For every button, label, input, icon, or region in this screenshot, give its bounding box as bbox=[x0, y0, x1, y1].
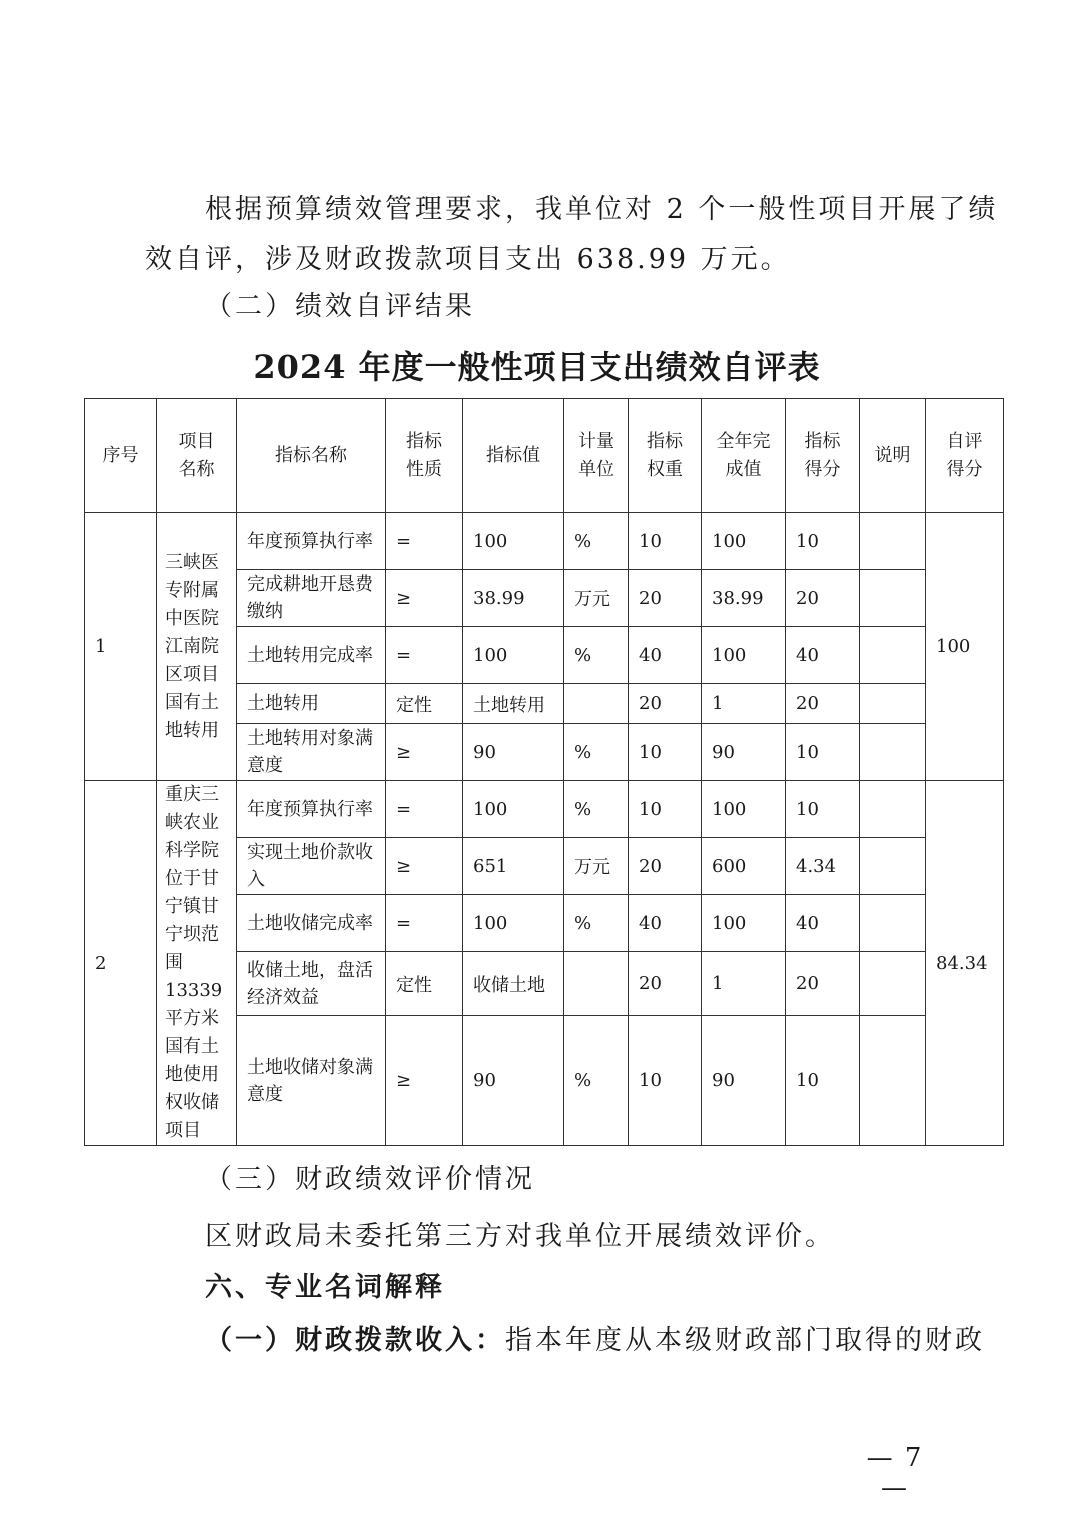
indicator-weight: 10 bbox=[629, 724, 702, 781]
indicator-note bbox=[860, 724, 926, 781]
header-cell: 指标得分 bbox=[786, 399, 860, 513]
indicator-score: 20 bbox=[786, 952, 860, 1016]
indicator-score: 4.34 bbox=[786, 838, 860, 895]
paragraph-line: 效自评，涉及财政拨款项目支出 638.99 万元。 bbox=[145, 244, 791, 275]
header-cell: 指标值 bbox=[463, 399, 564, 513]
indicator-name: 收储土地，盘活经济效益 bbox=[237, 952, 386, 1016]
self-score: 100 bbox=[926, 513, 1004, 781]
indicator-target: 100 bbox=[463, 781, 564, 838]
indicator-actual: 1 bbox=[702, 684, 786, 724]
header-cell: 指标权重 bbox=[629, 399, 702, 513]
indicator-weight: 20 bbox=[629, 952, 702, 1016]
indicator-actual: 100 bbox=[702, 895, 786, 952]
indicator-weight: 10 bbox=[629, 781, 702, 838]
section-heading: （三）财政绩效评价情况 bbox=[205, 1164, 535, 1195]
indicator-name: 土地转用 bbox=[237, 684, 386, 724]
evaluation-table bbox=[84, 398, 1004, 1146]
indicator-name: 实现土地价款收入 bbox=[237, 838, 386, 895]
indicator-unit bbox=[564, 684, 629, 724]
indicator-name: 年度预算执行率 bbox=[237, 513, 386, 570]
indicator-note bbox=[860, 627, 926, 684]
indicator-actual: 600 bbox=[702, 838, 786, 895]
indicator-note bbox=[860, 838, 926, 895]
table-row bbox=[85, 781, 1004, 838]
indicator-name: 土地转用对象满意度 bbox=[237, 724, 386, 781]
indicator-unit: 万元 bbox=[564, 570, 629, 627]
definition-term: （一）财政拨款收入： bbox=[205, 1325, 505, 1356]
definition-text: 指本年度从本级财政部门取得的财政 bbox=[505, 1325, 985, 1356]
indicator-score: 10 bbox=[786, 1016, 860, 1146]
definition-line bbox=[205, 1327, 985, 1354]
indicator-actual: 100 bbox=[702, 781, 786, 838]
indicator-score: 10 bbox=[786, 513, 860, 570]
indicator-nature: 定性 bbox=[386, 952, 463, 1016]
indicator-nature: = bbox=[386, 895, 463, 952]
indicator-nature: ≥ bbox=[386, 724, 463, 781]
indicator-note bbox=[860, 895, 926, 952]
indicator-nature: 定性 bbox=[386, 684, 463, 724]
indicator-score: 10 bbox=[786, 724, 860, 781]
indicator-name: 土地收储对象满意度 bbox=[237, 1016, 386, 1146]
indicator-unit: % bbox=[564, 895, 629, 952]
header-cell: 指标性质 bbox=[386, 399, 463, 513]
header-cell: 序号 bbox=[85, 399, 157, 513]
project-name: 三峡医专附属中医院江南院区项目国有土地转用 bbox=[157, 513, 237, 781]
header-cell: 项目名称 bbox=[157, 399, 237, 513]
section-heading: （二）绩效自评结果 bbox=[205, 291, 475, 322]
self-score: 84.34 bbox=[926, 781, 1004, 1146]
indicator-nature: ≥ bbox=[386, 570, 463, 627]
indicator-target: 土地转用 bbox=[463, 684, 564, 724]
indicator-score: 10 bbox=[786, 781, 860, 838]
indicator-target: 38.99 bbox=[463, 570, 564, 627]
indicator-weight: 20 bbox=[629, 570, 702, 627]
indicator-actual: 100 bbox=[702, 627, 786, 684]
indicator-name: 土地收储完成率 bbox=[237, 895, 386, 952]
indicator-weight: 40 bbox=[629, 895, 702, 952]
project-name: 重庆三峡农业科学院位于甘宁镇甘宁坝范围13339平方米国有土地使用权收储项目 bbox=[157, 781, 237, 1146]
indicator-actual: 90 bbox=[702, 1016, 786, 1146]
indicator-target: 收储土地 bbox=[463, 952, 564, 1016]
indicator-name: 土地转用完成率 bbox=[237, 627, 386, 684]
indicator-actual: 100 bbox=[702, 513, 786, 570]
header-cell: 说明 bbox=[860, 399, 926, 513]
indicator-name: 完成耕地开恳费缴纳 bbox=[237, 570, 386, 627]
indicator-score: 40 bbox=[786, 627, 860, 684]
indicator-weight: 20 bbox=[629, 684, 702, 724]
indicator-nature: = bbox=[386, 513, 463, 570]
paragraph-line: 区财政局未委托第三方对我单位开展绩效评价。 bbox=[205, 1221, 835, 1252]
indicator-nature: ≥ bbox=[386, 838, 463, 895]
indicator-target: 651 bbox=[463, 838, 564, 895]
indicator-weight: 40 bbox=[629, 627, 702, 684]
indicator-score: 20 bbox=[786, 570, 860, 627]
indicator-score: 20 bbox=[786, 684, 860, 724]
header-cell: 全年完成值 bbox=[702, 399, 786, 513]
indicator-actual: 90 bbox=[702, 724, 786, 781]
indicator-actual: 1 bbox=[702, 952, 786, 1016]
indicator-target: 90 bbox=[463, 724, 564, 781]
indicator-target: 100 bbox=[463, 513, 564, 570]
indicator-weight: 20 bbox=[629, 838, 702, 895]
indicator-unit: % bbox=[564, 1016, 629, 1146]
table-row bbox=[85, 513, 1004, 570]
indicator-nature: = bbox=[386, 781, 463, 838]
indicator-weight: 10 bbox=[629, 513, 702, 570]
indicator-nature: ≥ bbox=[386, 1016, 463, 1146]
table-header-row bbox=[85, 399, 1004, 513]
project-number: 2 bbox=[85, 781, 157, 1146]
page-number: — 7 — bbox=[866, 1443, 924, 1503]
paragraph-line: 根据预算绩效管理要求，我单位对 2 个一般性项目开展了绩 bbox=[205, 194, 999, 225]
header-cell: 自评得分 bbox=[926, 399, 1004, 513]
project-number: 1 bbox=[85, 513, 157, 781]
indicator-weight: 10 bbox=[629, 1016, 702, 1146]
indicator-note bbox=[860, 952, 926, 1016]
indicator-unit: % bbox=[564, 513, 629, 570]
indicator-unit: % bbox=[564, 781, 629, 838]
indicator-score: 40 bbox=[786, 895, 860, 952]
indicator-unit bbox=[564, 952, 629, 1016]
indicator-note bbox=[860, 684, 926, 724]
header-cell: 计量单位 bbox=[564, 399, 629, 513]
chapter-heading: 六、专业名词解释 bbox=[205, 1272, 445, 1303]
indicator-target: 100 bbox=[463, 627, 564, 684]
indicator-note bbox=[860, 781, 926, 838]
indicator-unit: 万元 bbox=[564, 838, 629, 895]
indicator-target: 90 bbox=[463, 1016, 564, 1146]
header-cell: 指标名称 bbox=[237, 399, 386, 513]
indicator-actual: 38.99 bbox=[702, 570, 786, 627]
indicator-note bbox=[860, 1016, 926, 1146]
indicator-note bbox=[860, 513, 926, 570]
indicator-target: 100 bbox=[463, 895, 564, 952]
indicator-name: 年度预算执行率 bbox=[237, 781, 386, 838]
indicator-unit: % bbox=[564, 627, 629, 684]
indicator-note bbox=[860, 570, 926, 627]
indicator-unit: % bbox=[564, 724, 629, 781]
table-title: 2024 年度一般性项目支出绩效自评表 bbox=[253, 348, 821, 386]
indicator-nature: = bbox=[386, 627, 463, 684]
